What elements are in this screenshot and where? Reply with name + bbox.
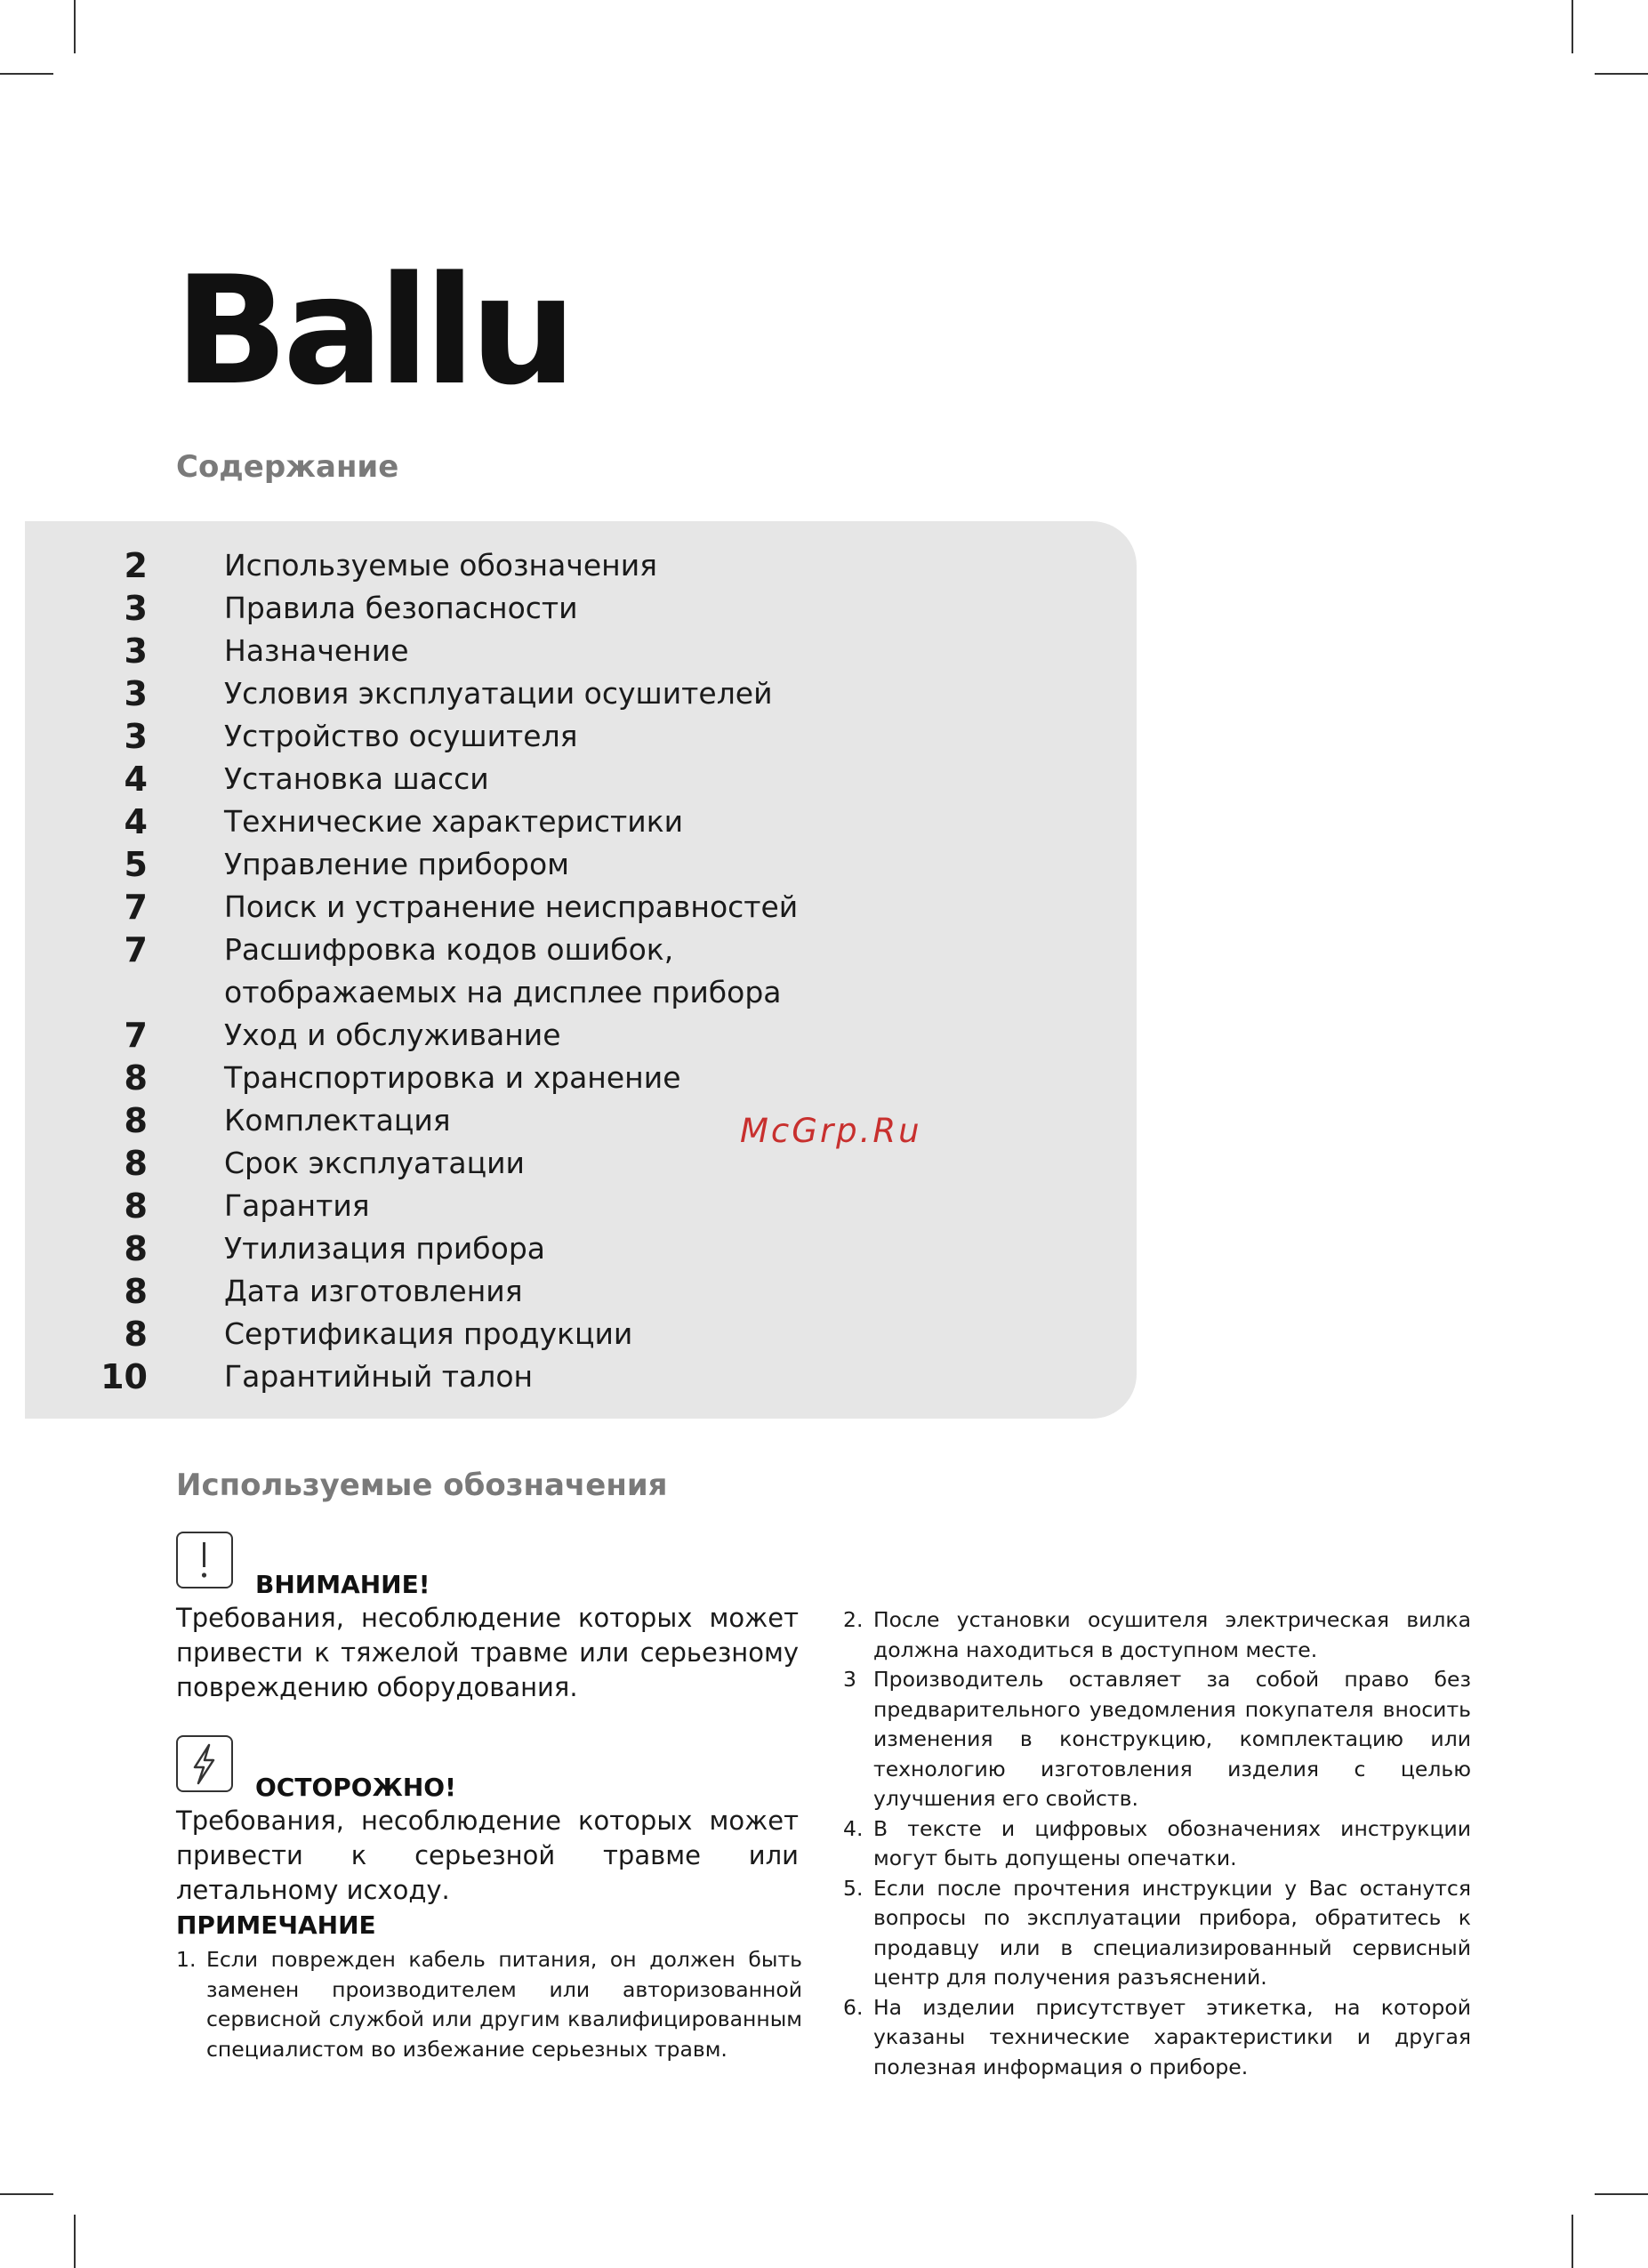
crop-mark-top-right-v (1572, 0, 1573, 53)
toc-item (25, 672, 798, 715)
note-heading: ПРИМЕЧАНИЕ (176, 1910, 376, 1940)
note-item (843, 1605, 1471, 1665)
toc-item (25, 1270, 798, 1313)
toc-page-number: 4 (124, 802, 148, 841)
toc-page-number: 8 (124, 1058, 148, 1098)
crop-mark-top-left-h (0, 73, 53, 75)
toc-page-number: 8 (124, 1229, 148, 1268)
toc-entry-label: Условия эксплуатации осушителей (224, 676, 773, 711)
toc-page-number: 10 (100, 1357, 148, 1396)
toc-entry-label: Расшифровка кодов ошибок, отображаемых на дисплее прибора (224, 932, 782, 1009)
toc-item (25, 1057, 798, 1099)
exclamation-icon (176, 1532, 233, 1588)
note-text: После установки осушителя электрическая вилка должна находиться в доступном месте. (873, 1607, 1471, 1662)
toc-entry-label: Уход и обслуживание (224, 1017, 561, 1052)
toc-page-number: 3 (124, 589, 148, 628)
note-list-left (176, 1945, 802, 2064)
toc-item (25, 800, 798, 843)
toc-page-number: 2 (124, 546, 148, 585)
toc-entry-label: Срок эксплуатации (224, 1146, 526, 1180)
warning-text: Требования, несоблюдение которых может привести к тяжелой травме или серьезному повреждению оборудования. (176, 1603, 799, 1702)
note-number: 3 (843, 1667, 856, 1692)
note-item (843, 1993, 1471, 2083)
toc-item (25, 1099, 798, 1142)
toc-item (25, 715, 798, 758)
note-text: В тексте и цифровых обозначениях инструкции могут быть допущены опечатки. (873, 1815, 1471, 1870)
toc-page-number: 4 (124, 760, 148, 799)
toc-entry-label: Сертификация продукции (224, 1316, 633, 1351)
note-number: 4. (843, 1815, 864, 1841)
toc-item (25, 1355, 798, 1398)
toc-item (25, 758, 798, 800)
note-item (843, 1665, 1471, 1814)
toc-page-number: 7 (124, 888, 148, 927)
note-number: 6. (843, 1994, 864, 2020)
toc-page-number: 8 (124, 1144, 148, 1183)
toc-page-number: 8 (124, 1315, 148, 1354)
note-item (843, 1814, 1471, 1874)
note-number: 1. (176, 1947, 197, 1972)
watermark: McGrp.Ru (740, 1112, 922, 1150)
toc-page-number: 3 (124, 631, 148, 671)
toc-item (25, 886, 798, 929)
note-text: Производитель оставляет за собой право без предварительного уведомления покупателя вносить изменения в конструкцию, комплектацию или технологию изготовления изделия с целью улучшения его свойств. (873, 1667, 1471, 1811)
toc-item (25, 1185, 798, 1227)
note-item (176, 1945, 802, 2064)
toc-page-number: 8 (124, 1101, 148, 1140)
crop-mark-bottom-left-v (74, 2215, 76, 2268)
toc-entry-label: Поиск и устранение неисправностей (224, 889, 799, 924)
caution-text: Требования, несоблюдение которых может привести к серьезной травме или летальному исходу. (176, 1806, 799, 1905)
toc-page-number: 7 (124, 1016, 148, 1055)
note-text: Если поврежден кабель питания, он должен быть заменен производителем или авторизованной сервисной службой или другим квалифицированным специалистом во избежание серьезных травм. (206, 1947, 802, 2062)
lightning-icon (176, 1735, 233, 1792)
toc-item (25, 587, 798, 630)
toc-entry-label: Правила безопасности (224, 591, 578, 625)
toc-item (25, 843, 798, 886)
toc-entry-label: Утилизация прибора (224, 1231, 546, 1266)
toc-item (25, 1014, 798, 1057)
crop-mark-top-left-v (74, 0, 76, 53)
toc-page-number: 3 (124, 674, 148, 713)
toc-entry-label: Назначение (224, 633, 409, 668)
toc-entry-label: Комплектация (224, 1103, 451, 1138)
toc-entry-label: Дата изготовления (224, 1274, 523, 1308)
toc-page-number: 5 (124, 845, 148, 884)
toc-entry-label: Гарантийный талон (224, 1359, 534, 1394)
toc-entry-label: Управление прибором (224, 847, 570, 881)
toc-page-number: 7 (124, 930, 148, 969)
crop-mark-bottom-left-h (0, 2193, 53, 2195)
note-text: Если после прочтения инструкции у Вас останутся вопросы по эксплуатации прибора, обратитесь к продавцу или в специализированный сервисный центр для получения разъяснений. (873, 1875, 1471, 1990)
crop-mark-top-right-h (1595, 73, 1648, 75)
toc-item (25, 1227, 798, 1270)
toc-entry-label: Используемые обозначения (224, 548, 658, 583)
crop-mark-bottom-right-v (1572, 2215, 1573, 2268)
symbols-title: Используемые обозначения (176, 1468, 668, 1503)
note-list-right (843, 1605, 1471, 2082)
toc-panel (25, 521, 1137, 1419)
note-text: На изделии присутствует этикетка, на которой указаны технические характеристики и другая полезная информация о приборе. (873, 1994, 1471, 2079)
brand-logo: Ballu (174, 244, 572, 418)
toc-page-number: 8 (124, 1186, 148, 1226)
toc-page-number: 3 (124, 717, 148, 756)
toc-item (25, 544, 798, 587)
toc-item (25, 1142, 798, 1185)
toc-item (25, 1313, 798, 1355)
toc-entry-label: Устройство осушителя (224, 719, 578, 753)
toc-item (25, 929, 798, 1014)
warning-heading: ВНИМАНИЕ! (255, 1570, 430, 1599)
toc-entry-label: Установка шасси (224, 761, 489, 796)
caution-heading: ОСТОРОЖНО! (255, 1773, 456, 1802)
toc-list (25, 544, 798, 1398)
toc-page-number: 8 (124, 1272, 148, 1311)
note-number: 2. (843, 1607, 864, 1632)
toc-entry-label: Технические характеристики (224, 804, 684, 839)
note-number: 5. (843, 1875, 864, 1901)
toc-title: Содержание (176, 449, 399, 485)
crop-mark-bottom-right-h (1595, 2193, 1648, 2195)
toc-entry-label: Гарантия (224, 1188, 370, 1223)
toc-item (25, 630, 798, 672)
note-item (843, 1874, 1471, 1993)
toc-entry-label: Транспортировка и хранение (224, 1060, 681, 1095)
